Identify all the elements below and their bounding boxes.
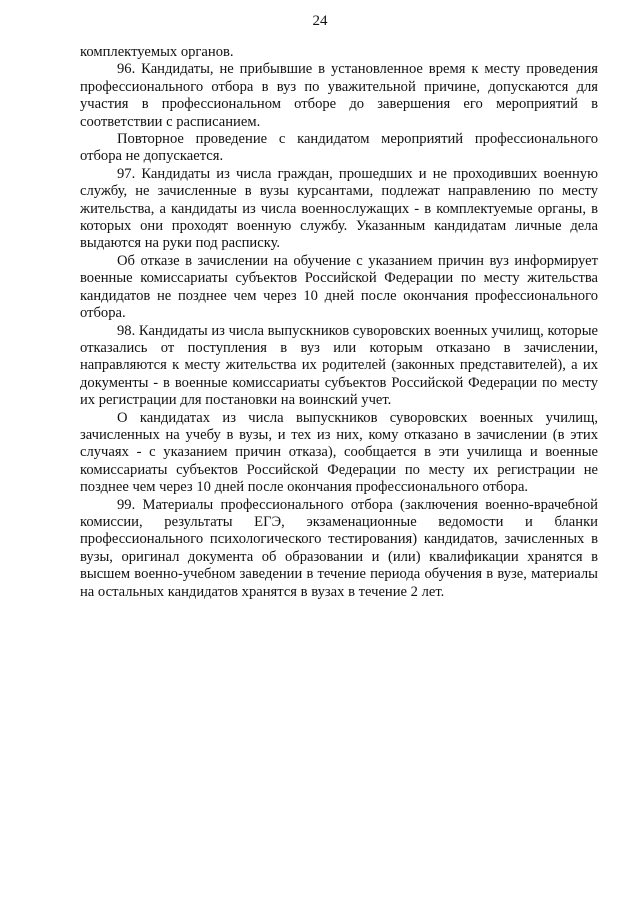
paragraph-99: 99. Материалы профессионального отбора (заключения военно-врачебной комиссии, результаты ЕГЭ, экзаменационные ведомости и бланки профессионального психологического тестирования) кандидатов, зачисленных в вузы, оригинал документа об образовании и (или) квалификации хранятся в высшем военно-учебном заведении в течение периода обучения в вузе, материалы на остальных кандидатов хранятся в вузах в течение 2 лет.	[80, 496, 598, 600]
paragraph-97: 97. Кандидаты из числа граждан, прошедших и не проходивших военную службу, не зачисленные в вузы курсантами, подлежат направлению по месту жительства, а кандидаты из числа военнослужащих - в комплектуемые органы, в которых они проходят военную службу. Указанным кандидатам личные дела выдаются на руки под расписку.	[80, 165, 598, 252]
paragraph-continuation: комплектуемых органов.	[80, 44, 234, 60]
document-body	[80, 44, 598, 601]
paragraph-98: 98. Кандидаты из числа выпускников суворовских военных училищ, которые отказались от поступления в вуз или которым отказано в зачислении, направляются к месту жительства их родителей (законных представителей), а их документы - в военные комиссариаты субъектов Российской Федерации по месту их регистрации для постановки на воинский учет.	[80, 322, 598, 409]
paragraph-98-notification: О кандидатах из числа выпускников суворовских военных училищ, зачисленных на учебу в вузы, и тех из них, кому отказано в зачислении (в этих случаях - с указанием причин отказа), сообщается в эти училища и военные комиссариаты субъектов Российской Федерации по месту их регистрации не позднее чем через 10 дней после окончания профессионального отбора.	[80, 409, 598, 496]
paragraph-97-refusal-notice: Об отказе в зачислении на обучение с указанием причин вуз информирует военные комиссариаты субъектов Российской Федерации по месту жительства кандидатов не позднее чем через 10 дней после окончания профессионального отбора.	[80, 252, 598, 322]
paragraph-96: 96. Кандидаты, не прибывшие в установленное время к месту проведения профессионального отбора в вуз по уважительной причине, допускаются для участия в профессиональном отборе до завершения его мероприятий в соответствии с расписанием.	[80, 61, 598, 130]
paragraph-96-repeat-rule: Повторное проведение с кандидатом мероприятий профессионального отбора не допускается.	[80, 131, 598, 165]
page-number: 24	[312, 13, 328, 29]
